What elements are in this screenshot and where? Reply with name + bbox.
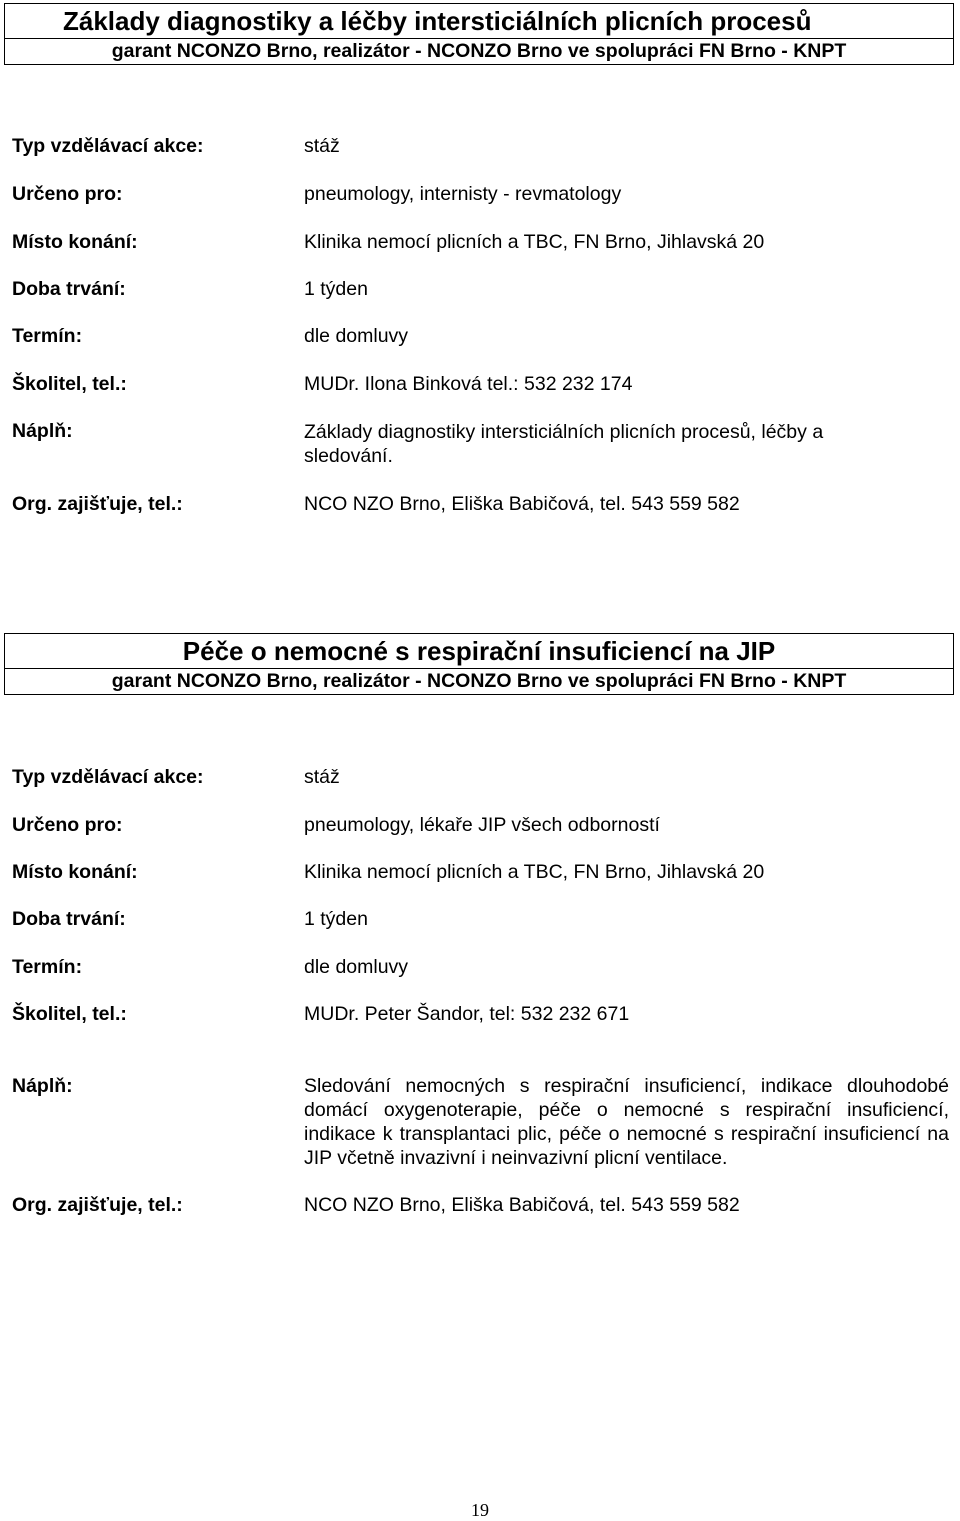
course-1-typ-label: Typ vzdělávací akce: xyxy=(12,135,204,157)
course-1-urceno-label: Určeno pro: xyxy=(12,183,123,205)
course-2-doba-value: 1 týden xyxy=(304,908,368,930)
course-2-subtitle: garant NCONZO Brno, realizátor - NCONZO Brno ve spolupráci FN Brno - KNPT xyxy=(111,670,847,692)
course-2-urceno-label: Určeno pro: xyxy=(12,814,123,836)
course-1-title-box xyxy=(4,3,954,65)
course-1-skolitel-value: MUDr. Ilona Binková tel.: 532 232 174 xyxy=(304,373,633,395)
course-1-typ-value: stáž xyxy=(304,135,340,157)
course-2-napln-label: Náplň: xyxy=(12,1075,73,1097)
course-2-termin-value: dle domluvy xyxy=(304,956,409,978)
course-1-misto-label: Místo konání: xyxy=(12,231,138,253)
course-2-title: Péče o nemocné s respirační insuficiencí na JIP xyxy=(5,634,953,669)
course-2-skolitel-value: MUDr. Peter Šandor, tel: 532 232 671 xyxy=(304,1003,630,1025)
course-2-typ-value: stáž xyxy=(304,766,340,788)
course-1-termin-label: Termín: xyxy=(12,325,83,347)
course-1-subtitle: garant NCONZO Brno, realizátor - NCONZO Brno ve spolupráci FN Brno - KNPT xyxy=(111,40,847,62)
course-2-misto-value: Klinika nemocí plicních a TBC, FN Brno, Jihlavská 20 xyxy=(304,861,765,883)
course-2-title-box xyxy=(4,633,954,695)
course-1-napln-label: Náplň: xyxy=(12,420,73,442)
course-2-urceno-value: pneumology, lékaře JIP všech odborností xyxy=(304,814,660,836)
course-1-doba-label: Doba trvání: xyxy=(12,278,126,300)
course-2-doba-label: Doba trvání: xyxy=(12,908,126,930)
course-1-org-value: NCO NZO Brno, Eliška Babičová, tel. 543 559 582 xyxy=(304,493,740,515)
course-1-doba-value: 1 týden xyxy=(304,278,368,300)
course-2-napln-value: Sledování nemocných s respirační insuficiencí, indikace dlouhodobé domácí oxygenoterapie, péče o nemocné s respirační insuficiencí, indikace k transplantaci plic, péče o nemocné s respirační insuficiencí na JIP včetně invazivní i neinvazivní plicní ventilace. xyxy=(304,1075,949,1169)
course-2-termin-label: Termín: xyxy=(12,956,83,978)
course-1-title: Základy diagnostiky a léčby intersticiálních plicních procesů xyxy=(5,4,953,39)
course-1-napln-value: Základy diagnostiky intersticiálních plicních procesů, léčby a sledování. xyxy=(304,421,824,467)
course-1-skolitel-label: Školitel, tel.: xyxy=(12,373,127,395)
course-1-urceno-value: pneumology, internisty - revmatology xyxy=(304,183,622,205)
course-2-org-value: NCO NZO Brno, Eliška Babičová, tel. 543 559 582 xyxy=(304,1194,740,1216)
course-2-misto-label: Místo konání: xyxy=(12,861,138,883)
course-1-misto-value: Klinika nemocí plicních a TBC, FN Brno, Jihlavská 20 xyxy=(304,231,765,253)
page-number: 19 xyxy=(471,1500,489,1520)
course-1-termin-value: dle domluvy xyxy=(304,325,409,347)
course-2-typ-label: Typ vzdělávací akce: xyxy=(12,766,204,788)
course-1-org-label: Org. zajišťuje, tel.: xyxy=(12,493,183,515)
course-2-org-label: Org. zajišťuje, tel.: xyxy=(12,1194,183,1216)
course-2-skolitel-label: Školitel, tel.: xyxy=(12,1003,127,1025)
